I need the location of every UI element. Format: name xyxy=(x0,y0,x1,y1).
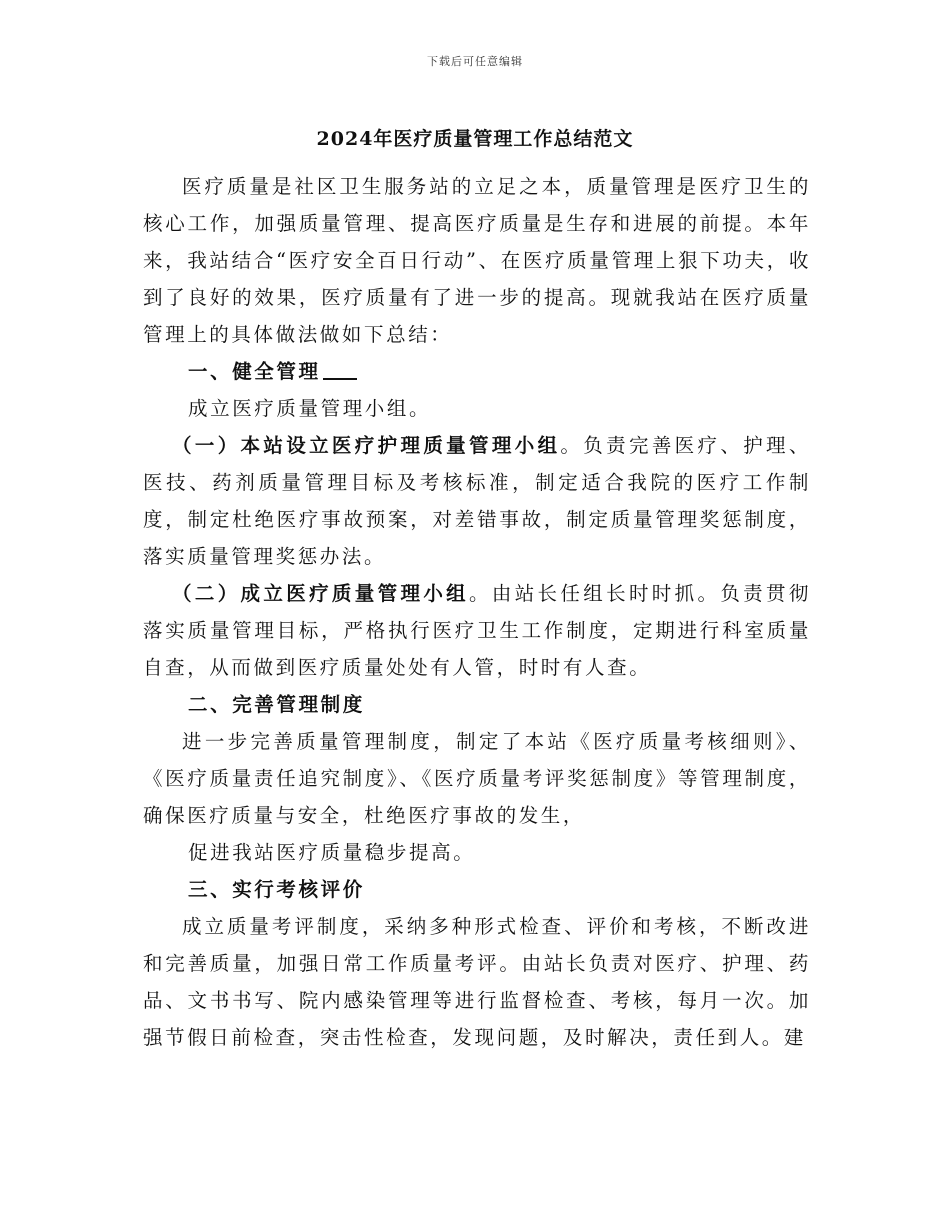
item-1-bold-lead: （一）本站设立医疗护理质量管理小组 xyxy=(172,434,561,457)
item-2-bold-lead: （二）成立医疗质量管理小组 xyxy=(172,582,470,605)
section-3-heading: 三、实行考核评价 xyxy=(188,878,365,901)
section-1-heading-text: 一、健全管理 xyxy=(188,360,321,383)
section-1-item-2 xyxy=(143,575,811,686)
section-2-heading: 二、完善管理制度 xyxy=(188,693,365,716)
section-3-paragraph-1: 成立质量考评制度，采纳多种形式检查、评价和考核，不断改进和完善质量，加强日常工作质量考评。由站长负责对医疗、护理、药品、文书书写、院内感染管理等进行监督检查、考核，每月一次。加强节假日前检查，突击性检查，发现问题，及时解决，责任到人。建 xyxy=(143,915,811,1049)
document-title: 2024年医疗质量管理工作总结范文 xyxy=(316,128,634,150)
intro-paragraph: 医疗质量是社区卫生服务站的立足之本，质量管理是医疗卫生的核心工作，加强质量管理、提高医疗质量是生存和进展的前提。本年来，我站结合“医疗安全百日行动”、在医疗质量管理上狠下功夫，收到了良好的效果，医疗质量有了进一步的提高。现就我站在医疗质量管理上的具体做法做如下总结： xyxy=(143,175,811,346)
header-note: 下载后可任意编辑 xyxy=(427,55,523,68)
section-1-line: 成立医疗质量管理小组。 xyxy=(188,397,432,420)
section-1-item-1 xyxy=(143,427,811,575)
blank-underline xyxy=(323,358,357,380)
section-2-paragraph-1: 进一步完善质量管理制度，制定了本站《医疗质量考核细则》、《医疗质量责任追究制度》、《医疗质量考评奖惩制度》等管理制度，确保医疗质量与安全，杜绝医疗事故的发生， xyxy=(143,730,811,827)
section-2-paragraph-2: 促进我站医疗质量稳步提高。 xyxy=(188,841,476,864)
section-1-heading xyxy=(143,353,811,390)
item-1-text: 。负责完善医疗、护理、医技、药剂质量管理目标及考核标准，制定适合我院的医疗工作制度，制定杜绝医疗事故预案，对差错事故，制定质量管理奖惩制度，落实质量管理奖惩办法。 xyxy=(143,434,811,568)
item-2-text: 。由站长任组长时时抓。负责贯彻落实质量管理目标，严格执行医疗卫生工作制度，定期进行科室质量自查，从而做到医疗质量处处有人管，时时有人查。 xyxy=(143,582,811,679)
document-body xyxy=(143,168,811,1056)
